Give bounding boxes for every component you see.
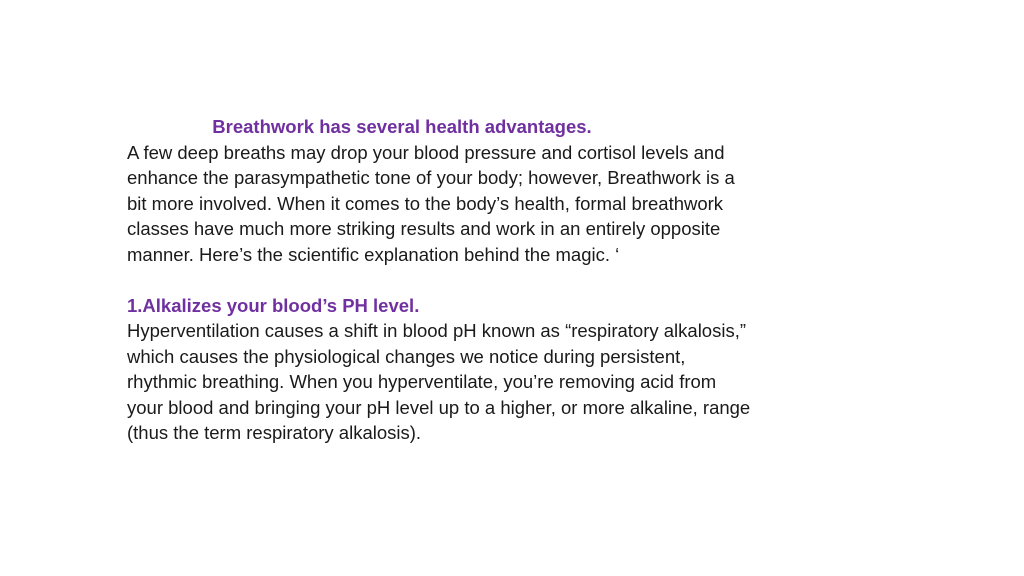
paragraph-line: enhance the parasympathetic tone of your body; however, Breathwork is a <box>127 167 735 188</box>
paragraph-line: your blood and bringing your pH level up to a higher, or more alkaline, range <box>127 396 751 418</box>
paragraph-line: manner. Here’s the scientific explanation behind the magic. ‘ <box>127 243 620 265</box>
paragraph-line: which causes the physiological changes we notice during persistent, <box>127 345 686 367</box>
section-heading-alkalizes-blood: 1.Alkalizes your blood’s PH level. <box>127 294 420 316</box>
paragraph-line: A few deep breaths may drop your blood pressure and cortisol levels and <box>127 141 725 163</box>
slide-text-block <box>127 114 807 446</box>
paragraph-line: rhythmic breathing. When you hyperventilate, you’re removing acid from <box>127 371 717 392</box>
section-heading-health-advantages: Breathwork has several health advantages. <box>212 116 592 137</box>
paragraph-line: (thus the term respiratory alkalosis). <box>127 422 422 443</box>
paragraph-line: Hyperventilation causes a shift in blood pH known as “respiratory alkalosis,” <box>127 320 747 341</box>
paragraph-line: bit more involved. When it comes to the body’s health, formal breathwork <box>127 192 724 214</box>
paragraph-line: classes have much more striking results and work in an entirely opposite <box>127 218 721 239</box>
paragraph-spacer <box>127 267 807 293</box>
